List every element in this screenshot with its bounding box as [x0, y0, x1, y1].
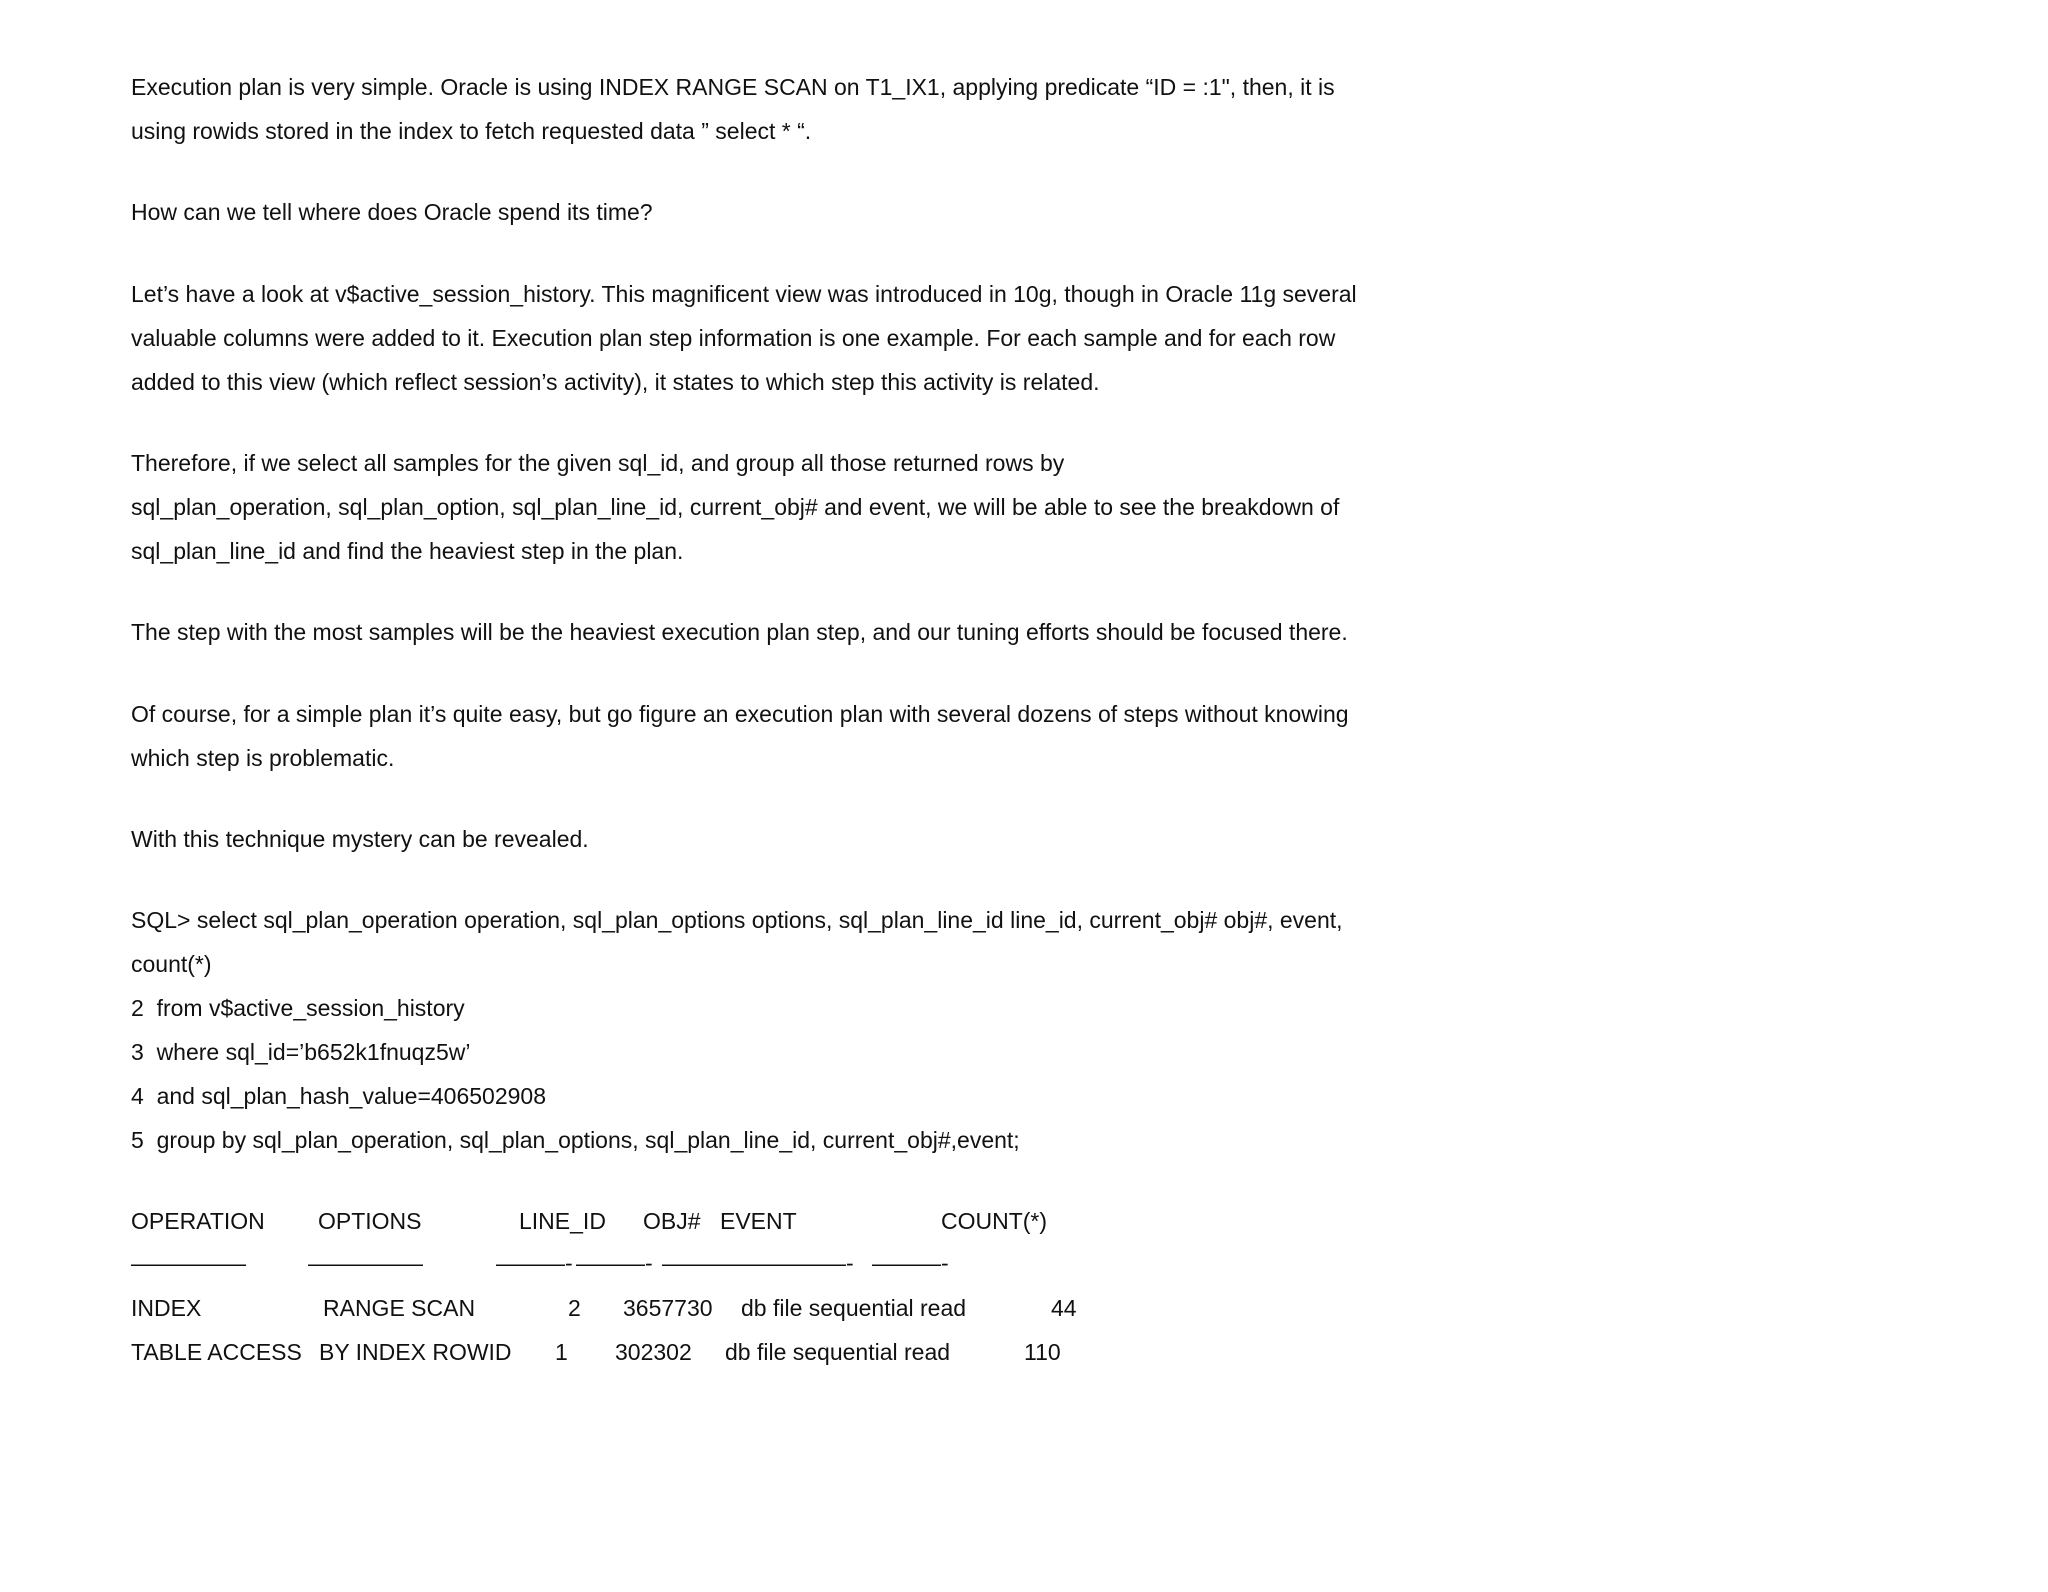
- cell-event: db file sequential read: [725, 1339, 951, 1365]
- separator-options: —————: [308, 1250, 423, 1276]
- result-row: [131, 1292, 1077, 1324]
- cell-count: 110: [1024, 1339, 1061, 1365]
- sql-line: SQL> select sql_plan_operation operation, sql_plan_options options, sql_plan_line_id line_id, current_obj# obj#, event,: [131, 907, 1343, 933]
- paragraph-line: The step with the most samples will be the heaviest execution plan step, and our tuning efforts should be focused there.: [131, 619, 1348, 645]
- result-header-row: [131, 1205, 1048, 1237]
- sql-line: 4 and sql_plan_hash_value=406502908: [131, 1083, 547, 1109]
- paragraph-line: sql_plan_operation, sql_plan_option, sql_plan_line_id, current_obj# and event, we will be able to see the breakdown of: [131, 494, 1340, 520]
- cell-options: BY INDEX ROWID: [319, 1339, 512, 1365]
- paragraph-line: using rowids stored in the index to fetch requested data ” select * “.: [131, 118, 812, 144]
- sql-line: count(*): [131, 951, 212, 977]
- header-line-id: LINE_ID: [519, 1208, 606, 1234]
- cell-obj: 3657730: [623, 1295, 713, 1321]
- separator-line-id: ———-: [496, 1250, 573, 1276]
- header-event: EVENT: [720, 1208, 797, 1234]
- header-operation: OPERATION: [131, 1208, 265, 1234]
- result-row: [131, 1336, 1061, 1368]
- separator-operation: —————: [131, 1250, 246, 1276]
- cell-line-id: 2: [568, 1295, 581, 1321]
- cell-obj: 302302: [615, 1339, 692, 1365]
- sql-line: 5 group by sql_plan_operation, sql_plan_options, sql_plan_line_id, current_obj#,event;: [131, 1127, 1020, 1153]
- header-obj: OBJ#: [643, 1208, 701, 1234]
- sql-line: 3 where sql_id=’b652k1fnuqz5w’: [131, 1039, 471, 1065]
- header-count: COUNT(*): [941, 1208, 1048, 1234]
- paragraph-line: sql_plan_line_id and find the heaviest step in the plan.: [131, 538, 684, 564]
- paragraph-line: which step is problematic.: [131, 745, 395, 771]
- cell-count: 44: [1051, 1295, 1077, 1321]
- paragraph-line: How can we tell where does Oracle spend its time?: [131, 199, 653, 225]
- paragraph-line: added to this view (which reflect session’s activity), it states to which step this activity is related.: [131, 369, 1100, 395]
- cell-event: db file sequential read: [741, 1295, 967, 1321]
- paragraph-line: With this technique mystery can be revealed.: [131, 826, 589, 852]
- paragraph-line: Let’s have a look at v$active_session_history. This magnificent view was introduced in 10g, though in Oracle 11g several: [131, 281, 1357, 307]
- paragraph-line: Execution plan is very simple. Oracle is using INDEX RANGE SCAN on T1_IX1, applying predicate “ID = :1", then, it is: [131, 74, 1335, 100]
- header-options: OPTIONS: [318, 1208, 422, 1234]
- result-separator-row: [131, 1247, 949, 1279]
- cell-operation: TABLE ACCESS: [131, 1339, 302, 1365]
- paragraph-line: Of course, for a simple plan it’s quite easy, but go figure an execution plan with several dozens of steps without knowing: [131, 701, 1349, 727]
- separator-count: ———-: [872, 1250, 949, 1276]
- cell-line-id: 1: [555, 1339, 568, 1365]
- separator-obj: ———-: [576, 1250, 653, 1276]
- cell-options: RANGE SCAN: [323, 1295, 476, 1321]
- sql-line: 2 from v$active_session_history: [131, 995, 465, 1021]
- separator-event: ————————-: [662, 1250, 854, 1276]
- paragraph-line: valuable columns were added to it. Execution plan step information is one example. For each sample and for each row: [131, 325, 1336, 351]
- paragraph-line: Therefore, if we select all samples for the given sql_id, and group all those returned rows by: [131, 450, 1065, 476]
- cell-operation: INDEX: [131, 1295, 202, 1321]
